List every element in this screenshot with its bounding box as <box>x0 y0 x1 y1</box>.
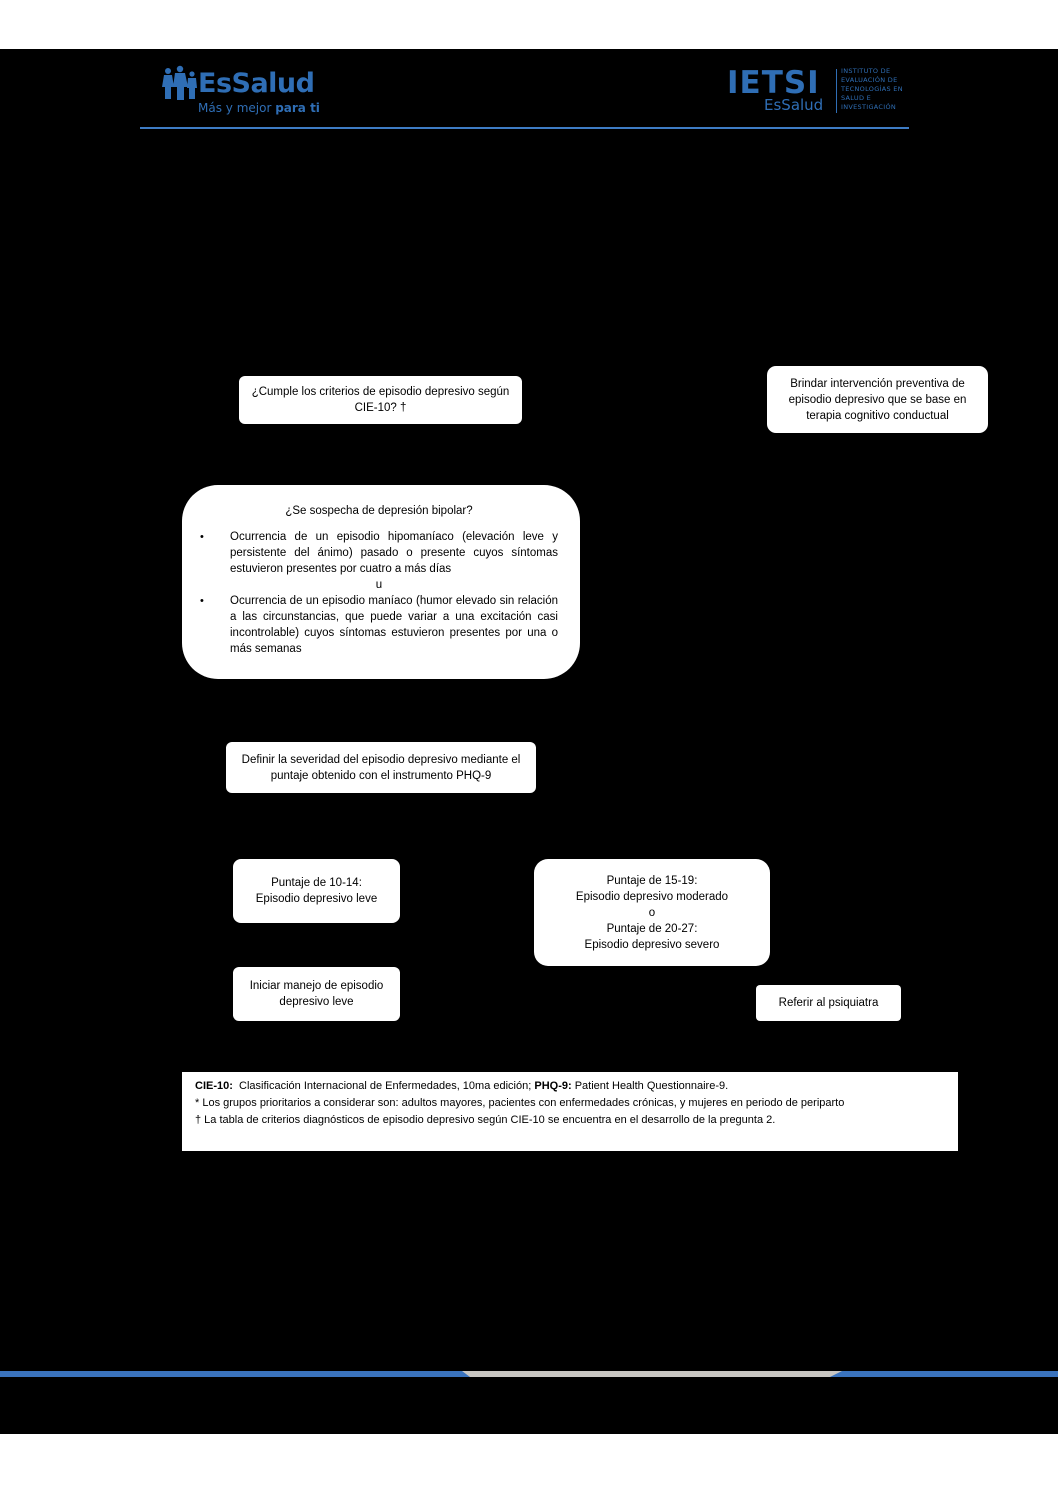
notes-line-priority-groups: * Los grupos prioritarios a considerar son: adultos mayores, pacientes con enfermedades crónicas, y mujeres en periodo de periparto <box>195 1097 845 1109</box>
refer-psychiatrist-box: Referir al psiquiatra <box>756 985 901 1021</box>
notes-line-abbreviations: CIE-10: Clasificación Internacional de Enfermedades, 10ma edición; PHQ-9: Patient Health Questionnaire-9. <box>195 1080 729 1092</box>
criteria-separator: u <box>375 579 383 591</box>
essalud-logo <box>162 59 342 115</box>
bipolar-suspicion-box <box>182 485 580 679</box>
ietsi-logo <box>724 67 914 119</box>
bipolar-question: ¿Se sospecha de depresión bipolar? <box>285 505 473 517</box>
moderate-severe-score-box: Puntaje de 15-19: Episodio depresivo moderado o Puntaje de 20-27: Episodio depresivo severo <box>534 859 770 966</box>
preventive-intervention-box: Brindar intervención preventiva de episodio depresivo que se base en terapia cognitivo conductual <box>767 366 988 433</box>
ietsi-sub: EsSalud <box>764 96 824 114</box>
severity-definition-box: Definir la severidad del episodio depresivo mediante el puntaje obtenido con el instrumento PHQ-9 <box>226 742 536 793</box>
header-divider <box>140 127 909 129</box>
bullet-icon: • <box>200 595 204 607</box>
document-page <box>0 49 1058 1434</box>
footer-band <box>0 1371 1058 1377</box>
family-figures-icon <box>162 65 198 101</box>
essalud-brand: EsSalud <box>198 68 315 99</box>
ietsi-institute-name: INSTITUTO DE EVALUACIÓN DE TECNOLOGÍAS EN SALUD E INVESTIGACIÓN <box>841 67 903 111</box>
criteria-question-box: ¿Cumple los criterios de episodio depresivo según CIE-10? † <box>239 376 522 424</box>
abbreviations-notes <box>182 1072 958 1151</box>
bullet-icon: • <box>200 531 204 543</box>
manic-criterion: • Ocurrencia de un episodio maníaco (humor elevado sin relación a las circunstancias, que puede variar a una excitación casi incontrolable) cuyos síntomas estuvieron presentes por una o más semanas <box>200 595 558 655</box>
ietsi-acronym: IETSI <box>727 65 820 101</box>
ietsi-divider <box>836 69 837 113</box>
mild-management-box: Iniciar manejo de episodio depresivo leve <box>233 967 400 1021</box>
mild-score-box: Puntaje de 10-14: Episodio depresivo leve <box>233 859 400 923</box>
hypomanic-criterion: • Ocurrencia de un episodio hipomaníaco (elevación leve y persistente del ánimo) pasado o presente cuyos síntomas estuvieron presentes por cuatro a más días <box>200 531 558 575</box>
essalud-tagline: Más y mejor para ti <box>198 101 320 115</box>
notes-line-criteria-table: † La tabla de criterios diagnósticos de episodio depresivo según CIE-10 se encuentra en el desarrollo de la pregunta 2. <box>195 1114 776 1126</box>
